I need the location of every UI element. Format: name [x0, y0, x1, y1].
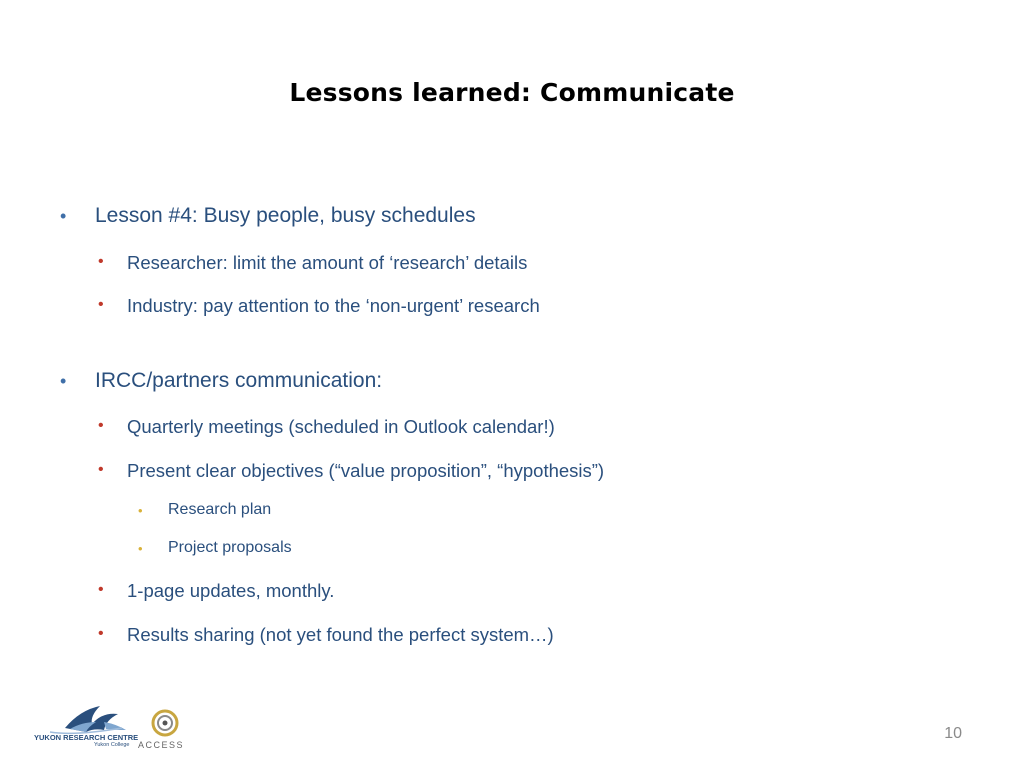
bullet-text: Present clear objectives (“value proposition”, “hypothesis”)	[127, 460, 605, 481]
bullet-marker: •	[98, 253, 104, 270]
access-logo-name: ACCESS	[138, 740, 185, 750]
bullet-text: Industry: pay attention to the ‘non-urgent’ research	[127, 295, 540, 316]
bullet-marker: •	[98, 417, 104, 434]
bullet-text: Research plan	[168, 501, 272, 518]
bullet-marker: •	[60, 206, 67, 226]
bullet-marker: •	[98, 625, 104, 642]
bullet-text: Quarterly meetings (scheduled in Outlook calendar!)	[127, 416, 555, 437]
bullet-text: Results sharing (not yet found the perfect system…)	[127, 624, 554, 645]
yukon-college-label: Yukon College	[94, 742, 130, 748]
page-number: 10	[944, 725, 962, 742]
bullet-text: Lesson #4: Busy people, busy schedules	[95, 204, 476, 227]
bullet-marker: •	[98, 296, 104, 313]
bullet-marker: •	[98, 581, 104, 598]
bullet-text: Project proposals	[168, 539, 292, 556]
bullet-text: IRCC/partners communication:	[95, 369, 383, 392]
bullet-marker: •	[138, 503, 143, 518]
bullet-marker: •	[60, 371, 67, 391]
yukon-research-centre-name: YUKON RESEARCH CENTRE	[34, 733, 139, 742]
bullet-text: 1-page updates, monthly.	[127, 580, 335, 601]
access-ring-logo-icon	[150, 708, 180, 738]
slide-title: Lessons learned: Communicate	[289, 78, 735, 107]
bullet-text: Researcher: limit the amount of ‘research’ details	[127, 252, 528, 273]
bullet-marker: •	[98, 461, 104, 478]
bullet-marker: •	[138, 541, 143, 556]
